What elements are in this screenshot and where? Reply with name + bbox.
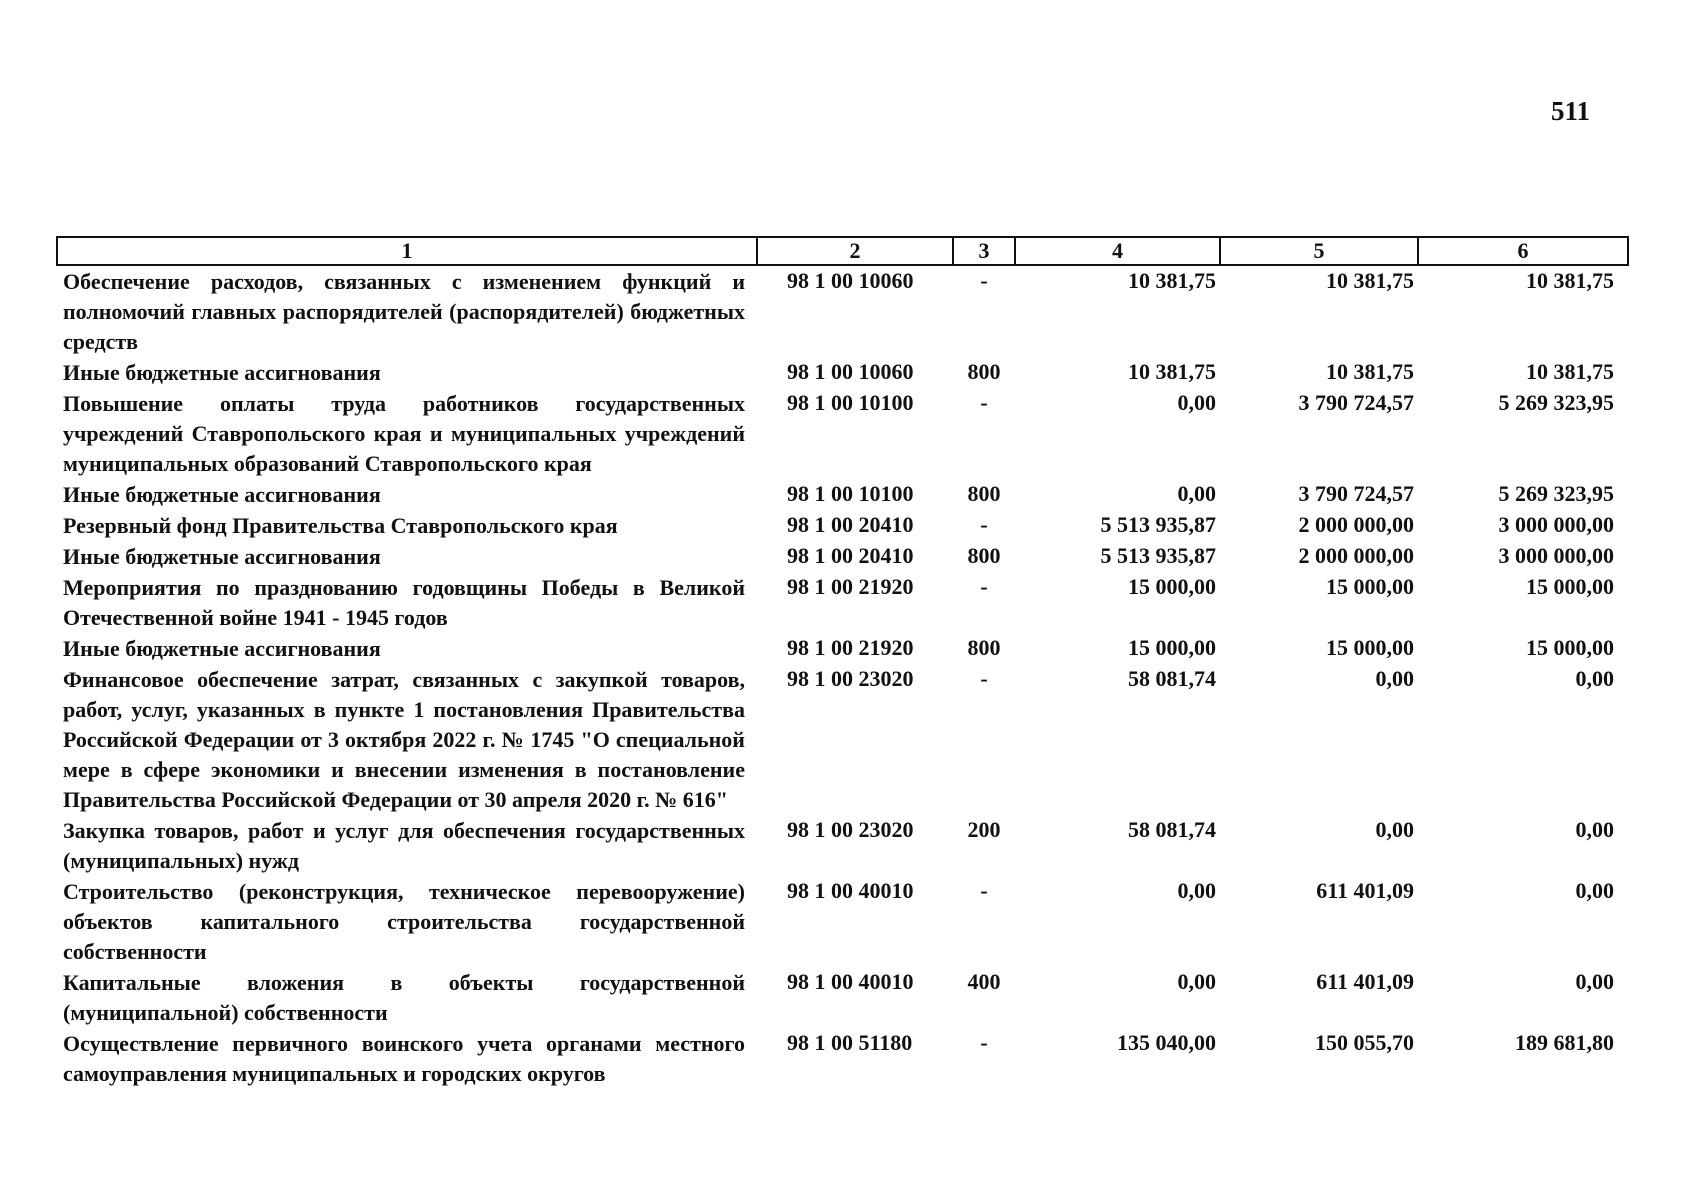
table-row	[57, 1028, 1628, 1089]
row-code: 98 1 00 20410	[787, 543, 914, 568]
header-col-2: 2	[757, 237, 953, 265]
row-type: 200	[967, 817, 1001, 842]
row-value-col6: 0,00	[1575, 878, 1614, 903]
row-type: -	[980, 666, 988, 691]
row-value-col4: 0,00	[1177, 390, 1216, 415]
row-value-col5: 611 401,09	[1316, 878, 1414, 903]
row-value-col6: 10 381,75	[1526, 268, 1614, 293]
header-col-6: 6	[1418, 237, 1628, 265]
header-col-4: 4	[1015, 237, 1220, 265]
row-value-col5: 15 000,00	[1326, 574, 1414, 599]
table-row	[57, 479, 1628, 510]
row-name: Осуществление первичного воинского учета органами местного самоуправления муниципальных и городских округов	[63, 1031, 745, 1086]
table-row	[57, 541, 1628, 572]
row-value-col4: 0,00	[1177, 878, 1216, 903]
row-value-col5: 2 000 000,00	[1298, 543, 1414, 568]
row-value-col6: 15 000,00	[1526, 574, 1614, 599]
row-value-col5: 0,00	[1375, 817, 1414, 842]
row-name: Капитальные вложения в объекты государственной (муниципальной) собственности	[63, 970, 745, 1025]
row-type: 800	[967, 481, 1001, 506]
row-code: 98 1 00 21920	[787, 574, 914, 599]
row-type: 400	[967, 969, 1001, 994]
row-value-col6: 10 381,75	[1526, 359, 1614, 384]
row-type: 800	[967, 543, 1001, 568]
row-code: 98 1 00 51180	[787, 1030, 913, 1055]
row-type: -	[980, 574, 988, 599]
row-value-col4: 5 513 935,87	[1100, 543, 1216, 568]
row-value-col6: 0,00	[1575, 969, 1614, 994]
row-type: -	[980, 268, 988, 293]
row-name: Строительство (реконструкция, техническое перевооружение) объектов капитального строительства государственной собственности	[63, 879, 745, 964]
row-code: 98 1 00 10060	[787, 268, 914, 293]
table-row	[57, 265, 1628, 357]
header-col-3: 3	[953, 237, 1015, 265]
table-row	[57, 815, 1628, 876]
row-code: 98 1 00 23020	[787, 817, 914, 842]
row-type: -	[980, 878, 988, 903]
row-code: 98 1 00 10100	[787, 481, 914, 506]
row-name: Закупка товаров, работ и услуг для обеспечения государственных (муниципальных) нужд	[63, 818, 745, 873]
table-row	[57, 357, 1628, 388]
row-value-col6: 5 269 323,95	[1498, 390, 1614, 415]
row-value-col5: 10 381,75	[1326, 268, 1414, 293]
table-header	[57, 237, 1628, 265]
row-name: Мероприятия по празднованию годовщины Победы в Великой Отечественной войне 1941 - 1945 годов	[63, 575, 745, 630]
row-value-col5: 150 055,70	[1315, 1030, 1414, 1055]
row-name: Резервный фонд Правительства Ставропольского края	[63, 513, 618, 538]
row-value-col6: 15 000,00	[1526, 635, 1614, 660]
row-name: Обеспечение расходов, связанных с изменением функций и полномочий главных распорядителей (распорядителей) бюджетных средств	[63, 269, 745, 354]
row-value-col4: 58 081,74	[1128, 666, 1216, 691]
row-type: -	[980, 512, 988, 537]
row-code: 98 1 00 20410	[787, 512, 914, 537]
header-col-1: 1	[57, 237, 757, 265]
row-value-col6: 5 269 323,95	[1498, 481, 1614, 506]
row-code: 98 1 00 10100	[787, 390, 914, 415]
row-value-col4: 10 381,75	[1128, 268, 1216, 293]
row-code: 98 1 00 23020	[787, 666, 914, 691]
row-code: 98 1 00 40010	[787, 969, 914, 994]
header-row	[57, 237, 1628, 265]
row-value-col4: 10 381,75	[1128, 359, 1216, 384]
row-value-col5: 15 000,00	[1326, 635, 1414, 660]
page-number: 511	[1550, 96, 1590, 126]
row-value-col5: 10 381,75	[1326, 359, 1414, 384]
row-type: -	[980, 1030, 988, 1055]
row-type: 800	[967, 635, 1001, 660]
row-name: Иные бюджетные ассигнования	[63, 360, 381, 385]
row-code: 98 1 00 40010	[787, 878, 914, 903]
row-name: Иные бюджетные ассигнования	[63, 544, 381, 569]
row-value-col4: 0,00	[1177, 969, 1216, 994]
table-row	[57, 664, 1628, 815]
row-name: Иные бюджетные ассигнования	[63, 482, 381, 507]
table-row	[57, 876, 1628, 967]
row-name: Повышение оплаты труда работников государственных учреждений Ставропольского края и муниципальных учреждений муниципальных образований Ставропольского края	[63, 391, 745, 476]
row-value-col5: 3 790 724,57	[1298, 390, 1414, 415]
row-value-col5: 3 790 724,57	[1298, 481, 1414, 506]
row-type: 800	[967, 359, 1001, 384]
row-value-col4: 5 513 935,87	[1100, 512, 1216, 537]
row-value-col6: 3 000 000,00	[1498, 512, 1614, 537]
table-row	[57, 572, 1628, 633]
row-value-col5: 2 000 000,00	[1298, 512, 1414, 537]
table-row	[57, 388, 1628, 479]
budget-table	[56, 236, 1629, 1089]
table-body	[57, 265, 1628, 1089]
row-value-col4: 15 000,00	[1128, 574, 1216, 599]
row-value-col6: 0,00	[1575, 666, 1614, 691]
table-row	[57, 967, 1628, 1028]
row-code: 98 1 00 21920	[787, 635, 914, 660]
table-row	[57, 510, 1628, 541]
row-value-col6: 189 681,80	[1515, 1030, 1614, 1055]
row-value-col5: 611 401,09	[1316, 969, 1414, 994]
row-value-col4: 58 081,74	[1128, 817, 1216, 842]
row-name: Иные бюджетные ассигнования	[63, 636, 381, 661]
row-type: -	[980, 390, 988, 415]
row-value-col6: 0,00	[1575, 817, 1614, 842]
row-value-col5: 0,00	[1375, 666, 1414, 691]
row-value-col4: 135 040,00	[1117, 1030, 1216, 1055]
row-value-col4: 15 000,00	[1128, 635, 1216, 660]
row-code: 98 1 00 10060	[787, 359, 914, 384]
table-row	[57, 633, 1628, 664]
row-value-col4: 0,00	[1177, 481, 1216, 506]
row-name: Финансовое обеспечение затрат, связанных с закупкой товаров, работ, услуг, указанных в пункте 1 постановления Правительства Российской Федерации от 3 октября 2022 г. № 1745 "О специальной мере в сфере экономики и внесении изменения в постановление Правительства Российской Федерации от 30 апреля 2020 г. № 616"	[63, 667, 745, 812]
row-value-col6: 3 000 000,00	[1498, 543, 1614, 568]
header-col-5: 5	[1220, 237, 1418, 265]
